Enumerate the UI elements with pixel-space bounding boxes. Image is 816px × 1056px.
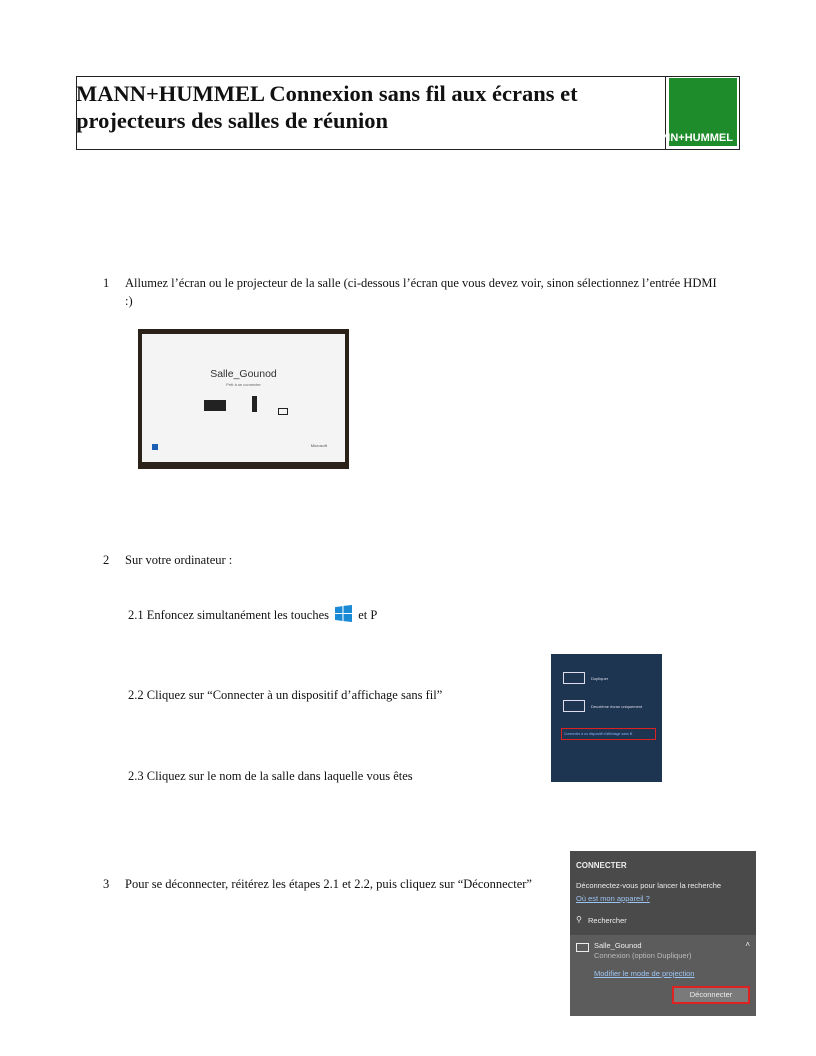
modify-projection-link: Modifier le mode de projection	[594, 969, 695, 978]
device-name: Salle_Gounod	[594, 941, 642, 950]
phone-icon	[252, 396, 257, 412]
step-2-1-suffix: et P	[358, 608, 378, 622]
step-2-3-text: 2.3 Cliquez sur le nom de la salle dans laquelle vous êtes	[128, 769, 413, 783]
search-icon: ⚲	[576, 915, 582, 924]
step-2-number: 2	[103, 553, 110, 567]
wireless-display-link: Connecter à un dispositif d’affichage sans fil	[561, 728, 656, 740]
monitor-icon	[576, 943, 589, 952]
connect-panel-hint: Déconnectez-vous pour lancer la recherche	[576, 881, 722, 890]
device-mode: Connexion (option Dupliquer)	[594, 951, 692, 960]
photo-room-name: Salle_Gounod	[210, 368, 277, 380]
duplicate-icon	[563, 672, 585, 684]
where-is-device-link: Où est mon appareil ?	[576, 894, 650, 903]
connect-panel-title: CONNECTER	[576, 861, 627, 870]
photo-brand: Microsoft	[310, 443, 327, 448]
step-2-1-text: 2.1 Enfoncez simultanément les touches	[128, 608, 329, 622]
step-1-text: Allumez l’écran ou le projecteur de la salle (ci-dessous l’écran que vous devez voir, sinon sélectionnez l’entrée HDMI :)	[125, 276, 717, 308]
monitor-icon	[278, 408, 288, 415]
keyboard-icon	[204, 400, 226, 411]
mann-hummel-logo	[645, 78, 737, 146]
step-3-number: 3	[103, 877, 110, 891]
step-2-1-line	[128, 605, 377, 624]
disconnect-button: Déconnecter	[672, 986, 750, 1004]
projection-item-second-screen: Deuxième écran uniquement	[591, 704, 643, 709]
document-title: MANN+HUMMEL Connexion sans fil aux écrans et projecteurs des salles de réunion	[76, 81, 578, 133]
projection-menu-screenshot	[551, 654, 662, 782]
step-2-text: Sur votre ordinateur :	[125, 553, 233, 567]
search-label: Rechercher	[588, 916, 627, 925]
projection-item-duplicate: Dupliquer	[591, 676, 609, 681]
second-screen-icon	[563, 700, 585, 712]
chevron-up-icon: ˄	[745, 940, 750, 949]
step-3-text: Pour se déconnecter, réitérez les étapes 2.1 et 2.2, puis cliquez sur “Déconnecter”	[125, 877, 532, 891]
connected-device	[570, 935, 756, 1016]
photo-subtitle: Prêt à se connecter	[226, 382, 261, 387]
step-2-2-text: 2.2 Cliquez sur “Connecter à un dispositif d’affichage sans fil”	[128, 688, 443, 702]
connect-panel-screenshot	[570, 851, 756, 1016]
windows-logo-icon	[152, 444, 158, 450]
room-screen-photo	[138, 329, 349, 469]
logo-text: MANN+HUMMEL	[645, 132, 733, 144]
display-screen	[142, 334, 345, 462]
step-1-number: 1	[103, 276, 110, 290]
windows-key-icon	[335, 605, 352, 622]
